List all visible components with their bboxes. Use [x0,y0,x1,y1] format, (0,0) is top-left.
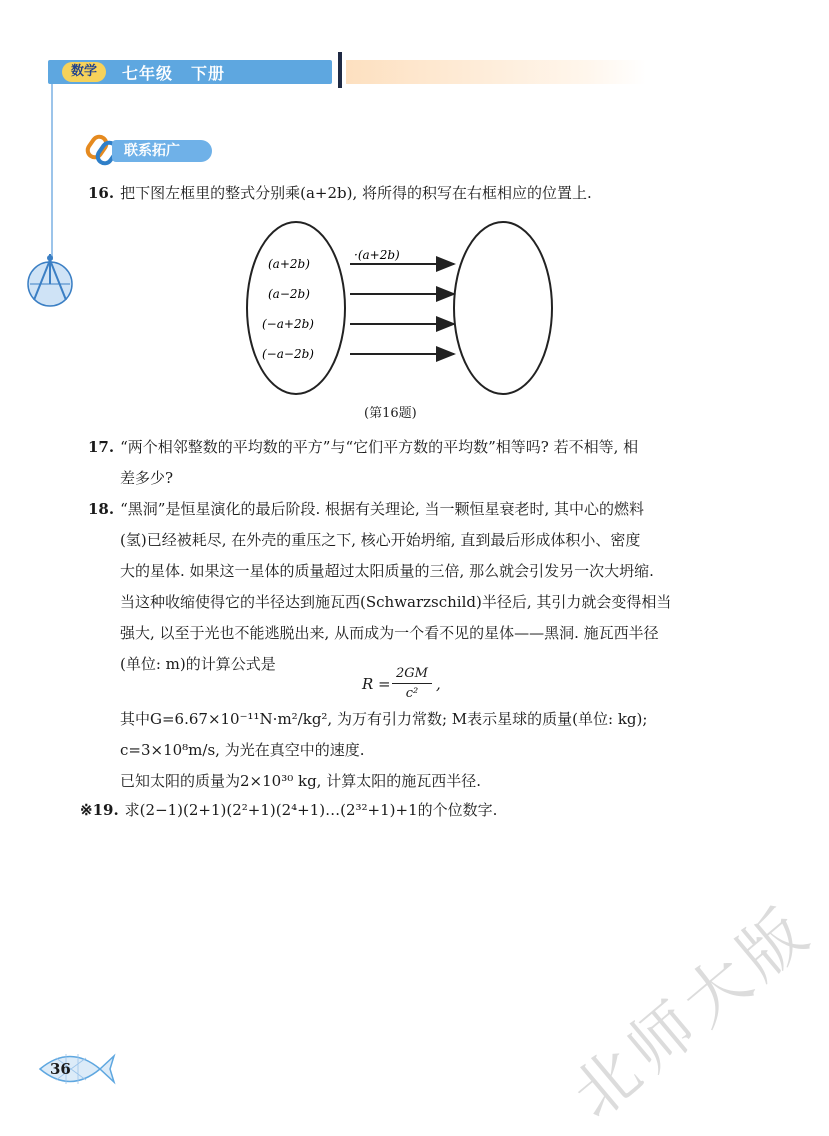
header-gradient [346,60,646,84]
question-19 [80,795,700,826]
watermark: 北师大版 [559,891,828,1134]
fish-icon [36,1044,116,1094]
compass-icon [22,250,78,310]
expression-item: (−a−2b) [262,347,314,361]
question-16 [88,178,708,209]
volume-label: 下册 [191,64,226,83]
diagram-16 [240,222,560,402]
constants-line: c=3×10⁸m/s, 为光在真空中的速度. [120,741,365,759]
question-number: 17. [88,438,115,456]
question-text: (氢)已经被耗尽, 在外壳的重压之下, 核心开始坍缩, 直到最后形成体积小、密度 [120,531,641,549]
operator-label: ·(a+2b) [354,248,400,262]
formula-lhs: R = [362,675,391,693]
question-text: 求(2−1)(2+1)(2²+1)(2⁴+1)…(2³²+1)+1的个位数字. [124,801,498,819]
question-18 [88,494,708,680]
formula-denominator: c² [405,686,419,701]
question-text: “两个相邻整数的平均数的平方”与“它们平方数的平均数”相等吗? 若不相等, 相 [120,438,639,456]
question-number: 18. [88,500,115,518]
question-text: 当这种收缩使得它的半径达到施瓦西(Schwarzschild)半径后, 其引力就会变得相当 [120,593,672,611]
question-text: “黑洞”是恒星演化的最后阶段. 根据有关理论, 当一颗恒星衰老时, 其中心的燃料 [120,500,645,518]
question-17 [88,432,708,494]
page-number: 36 [50,1060,71,1078]
section-tag: 联系拓广 [112,140,212,162]
formula-numerator: 2GM [392,665,432,684]
question-text: 差多少? [120,469,174,487]
right-ellipse [454,222,552,394]
question-number: 16. [88,184,115,202]
figure-caption: (第16题) [364,406,417,421]
grade-label: 七年级 [122,64,174,83]
margin-line [51,84,53,260]
constants-line: 其中G=6.67×10⁻¹¹N·m²/kg², 为万有引力常数; M表示星球的质量(单位: kg); [120,710,648,728]
subject-badge: 数学 [62,62,106,82]
expression-item: (−a+2b) [262,317,314,331]
question-number: ※19. [80,801,119,819]
formula-explanation [120,704,720,797]
given-line: 已知太阳的质量为2×10³⁰ kg, 计算太阳的施瓦西半径. [120,772,481,790]
header-divider [338,52,342,88]
expression-item: (a+2b) [268,257,310,271]
question-text: (单位: m)的计算公式是 [120,655,276,673]
question-text: 大的星体. 如果这一星体的质量超过太阳质量的三倍, 那么就会引发另一次大坍缩. [120,562,654,580]
question-text: 强大, 以至于光也不能逃脱出来, 从而成为一个看不见的星体——黑洞. 施瓦西半径 [120,624,659,642]
formula [362,665,482,705]
left-ellipse [247,222,345,394]
expression-item: (a−2b) [268,287,310,301]
header-title [122,61,243,84]
question-text: 把下图左框里的整式分别乘(a+2b), 将所得的积写在右框相应的位置上. [120,184,592,202]
formula-comma: , [436,675,441,693]
